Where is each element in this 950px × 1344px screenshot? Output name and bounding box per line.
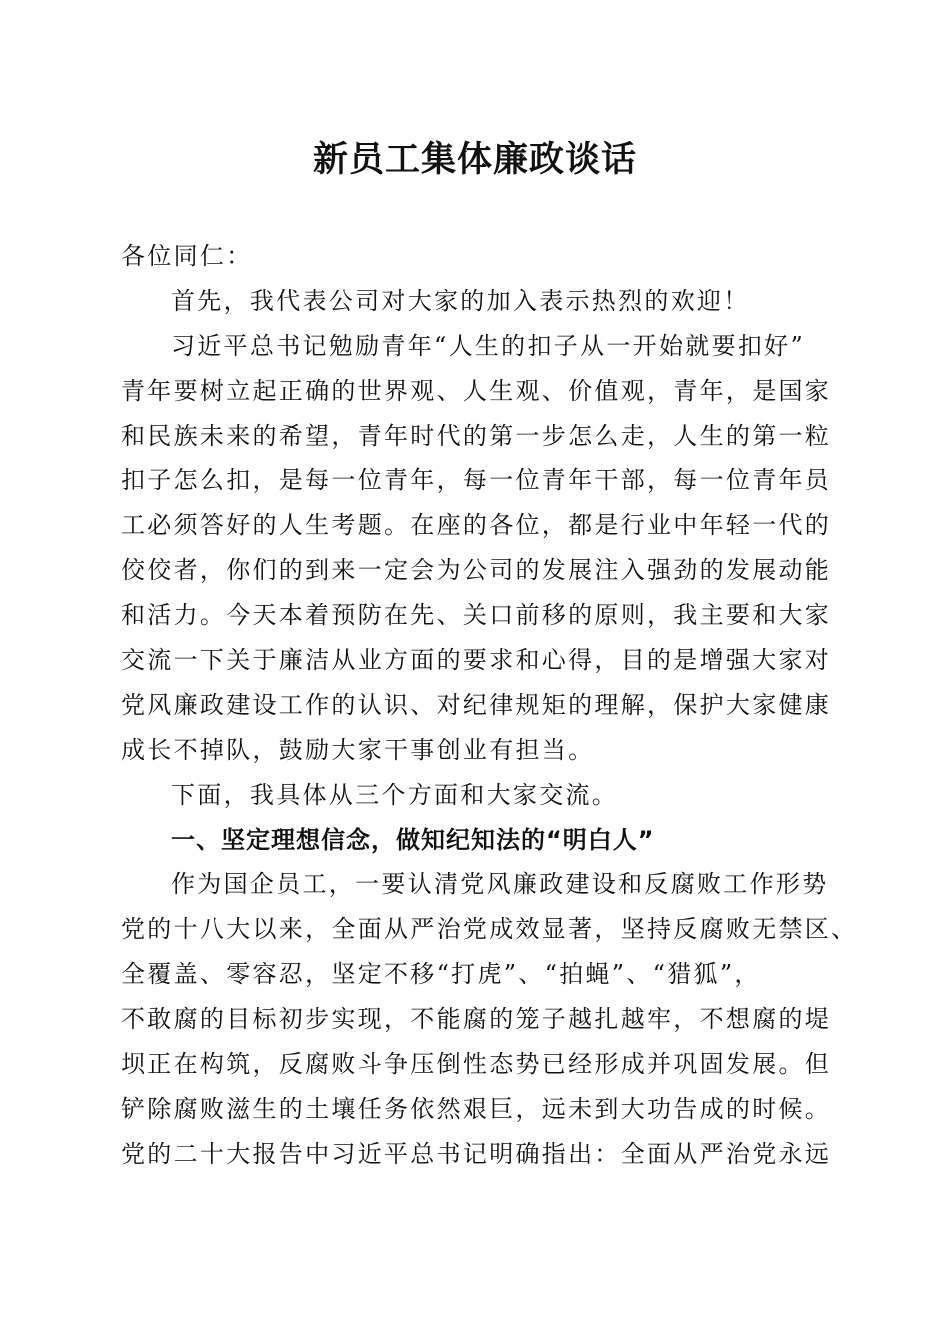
paragraph-line: 首先，我代表公司对大家的加入表示热烈的欢迎！ [171, 286, 750, 315]
paragraph-line: 和活力。今天本着预防在先、关口前移的原则，我主要和大家 [121, 601, 832, 630]
paragraph-line: 工必须答好的人生考题。在座的各位，都是行业中年轻一代的 [121, 511, 832, 540]
paragraph-line: 下面，我具体从三个方面和大家交流。 [171, 780, 619, 809]
document-title: 新员工集体廉政谈话 [312, 139, 637, 180]
paragraph-line: 不敢腐的目标初步实现，不能腐的笼子越扎越牢，不想腐的堤 [121, 1005, 832, 1034]
salutation-line: 各位同仁： [121, 242, 253, 270]
paragraph-line: 佼佼者，你们的到来一定会为公司的发展注入强劲的发展动能 [121, 556, 832, 585]
paragraph-line: 铲除腐败滋生的土壤任务依然艰巨，远未到大功告成的时候。 [121, 1094, 832, 1123]
paragraph-line: 党的十八大以来，全面从严治党成效显著，坚持反腐败无禁区、 [121, 915, 858, 944]
paragraph-line: 党的二十大报告中习近平总书记明确指出：全面从严治党永远 [121, 1139, 832, 1168]
paragraph-line: 成长不掉队，鼓励大家干事创业有担当。 [121, 735, 595, 764]
paragraph-line: 作为国企员工，一要认清党风廉政建设和反腐败工作形势 [171, 870, 829, 899]
paragraph-line: 坝正在构筑，反腐败斗争压倒性态势已经形成并巩固发展。但 [121, 1050, 832, 1079]
paragraph-line: 党风廉政建设工作的认识、对纪律规矩的理解，保护大家健康 [121, 690, 832, 719]
section-heading: 一、坚定理想信念，做知纪知法的“明白人” [171, 825, 655, 854]
paragraph-line: 和民族未来的希望，青年时代的第一步怎么走，人生的第一粒 [121, 421, 832, 450]
document-body [121, 234, 858, 1177]
paragraph-line: 习近平总书记勉励青年“人生的扣子从一开始就要扣好” [171, 331, 806, 360]
paragraph-line: 交流一下关于廉洁从业方面的要求和心得，目的是增强大家对 [121, 646, 832, 675]
paragraph-line: 青年要树立起正确的世界观、人生观、价值观，青年，是国家 [121, 376, 832, 405]
paragraph-line: 扣子怎么扣，是每一位青年，每一位青年干部，每一位青年员 [121, 466, 832, 495]
paragraph-line: 全覆盖、零容忍，坚定不移“打虎”、“拍蝇”、“猎狐”， [121, 960, 761, 989]
